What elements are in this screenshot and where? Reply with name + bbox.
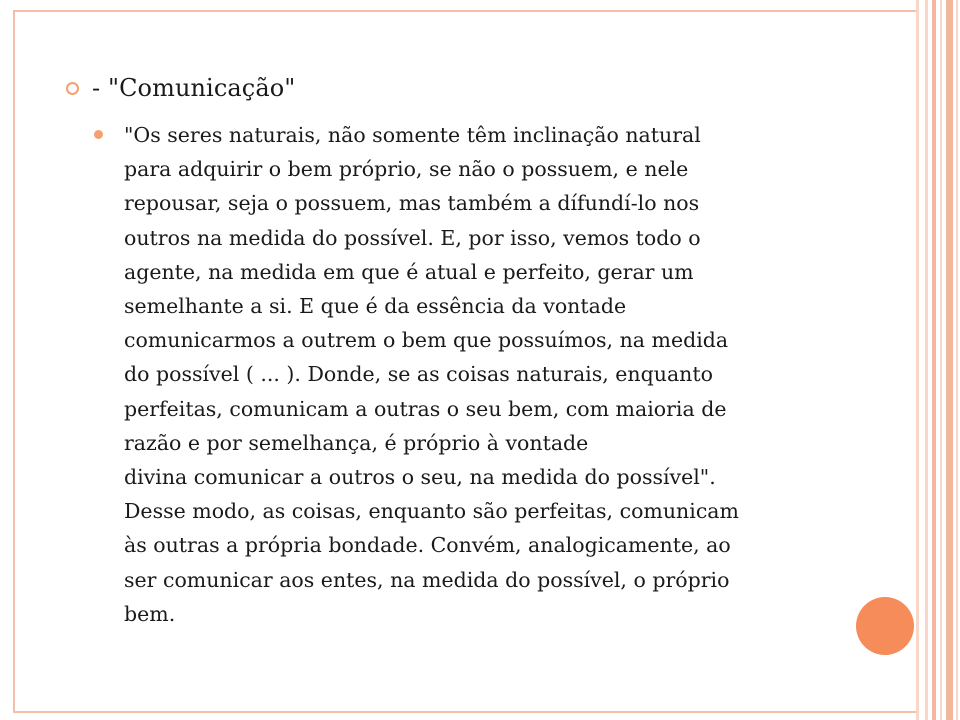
stripe xyxy=(940,0,942,720)
body-line: semelhante a si. E que é da essência da vontade xyxy=(124,294,627,319)
body-line: "Os seres naturais, não somente têm inclinação natural xyxy=(124,123,701,147)
body-line: às outras a própria bondade. Convém, analogicamente, ao xyxy=(124,533,731,558)
body-line: razão e por semelhança, é próprio à vontade xyxy=(124,430,589,455)
body-line: outros na medida do possível. E, por isso, vemos todo o xyxy=(124,225,701,250)
stripe xyxy=(925,0,928,720)
decorative-stripes xyxy=(916,0,960,720)
body-item xyxy=(94,118,894,631)
dot-bullet-icon xyxy=(94,130,103,139)
heading-item xyxy=(66,74,295,102)
ring-bullet-icon xyxy=(66,82,79,95)
stripe xyxy=(932,0,936,720)
body-line: divina comunicar a outros o seu, na medida do possível". xyxy=(124,465,716,490)
body-line: repousar, seja o possuem, mas também a dífundí-lo nos xyxy=(124,191,700,216)
body-line: perfeitas, comunicam a outras o seu bem, com maioria de xyxy=(124,396,727,421)
stripe xyxy=(946,0,953,720)
body-line: Desse modo, as coisas, enquanto são perfeitas, comunicam xyxy=(124,499,739,524)
body-line: comunicarmos a outrem o bem que possuímos, na medida xyxy=(124,328,729,353)
body-line: bem. xyxy=(124,601,176,626)
body-line: ser comunicar aos entes, na medida do possível, o próprio xyxy=(124,567,730,592)
body-paragraph xyxy=(124,118,894,631)
body-line: para adquirir o bem próprio, se não o possuem, e nele xyxy=(124,157,689,182)
stripe xyxy=(956,0,958,720)
stripe xyxy=(916,0,919,720)
body-line: agente, na medida em que é atual e perfeito, gerar um xyxy=(124,259,694,284)
body-line: do possível ( ... ). Donde, se as coisas naturais, enquanto xyxy=(124,362,713,387)
slide-heading: - "Comunicação" xyxy=(92,74,296,102)
